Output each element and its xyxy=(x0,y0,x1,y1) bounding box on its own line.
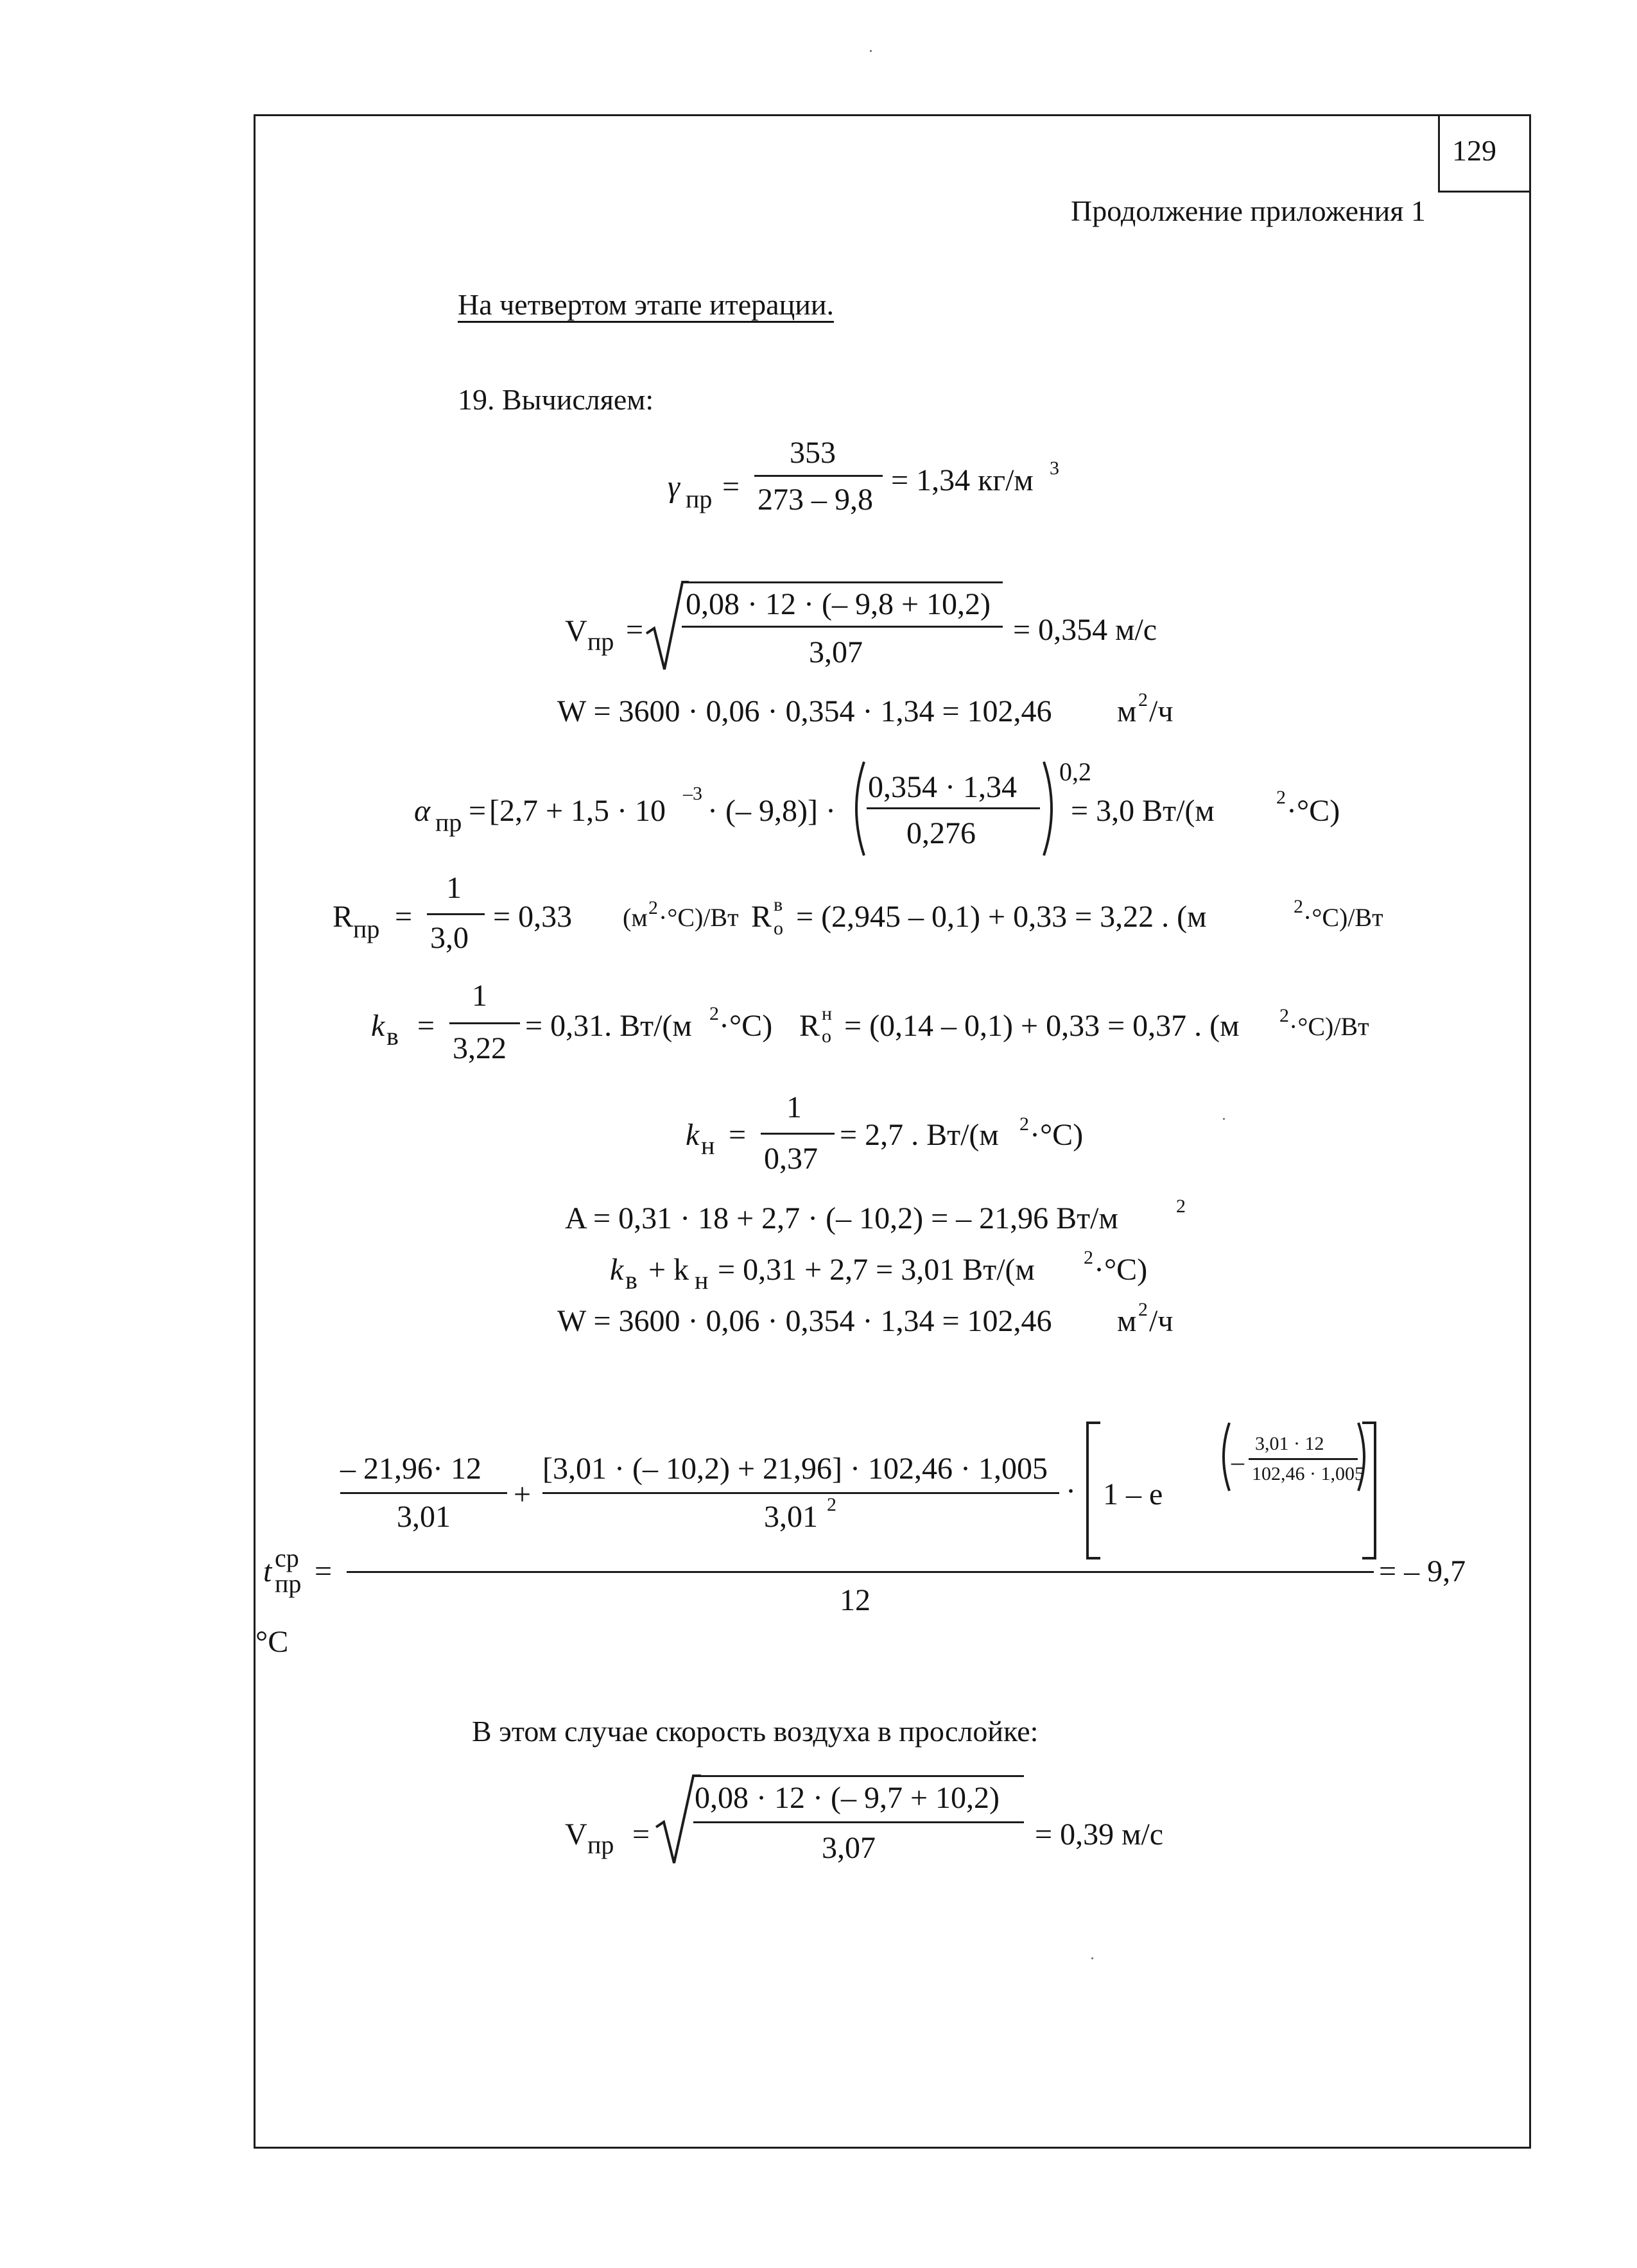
left-paren xyxy=(847,760,867,857)
exponent-fraction-bar xyxy=(1249,1458,1358,1460)
fraction-bar xyxy=(754,475,883,477)
right-paren xyxy=(1041,760,1061,857)
main-fraction-bar xyxy=(347,1571,1374,1573)
fraction-bar xyxy=(427,913,485,915)
sqrt-bar xyxy=(682,581,1003,583)
scan-speck xyxy=(870,50,872,52)
conclusion-text: В этом случае скорость воздуха в прослойке: xyxy=(472,1715,1039,1748)
fraction-bar xyxy=(542,1492,1059,1494)
right-bracket xyxy=(1360,1422,1379,1559)
scan-speck xyxy=(1091,1957,1093,1959)
fraction-bar xyxy=(449,1022,520,1024)
left-bracket xyxy=(1085,1422,1104,1559)
continuation-header: Продолжение приложения 1 xyxy=(1071,194,1426,227)
fraction-bar xyxy=(693,1821,1024,1823)
fraction-bar xyxy=(682,626,1003,628)
scan-speck xyxy=(1223,1118,1225,1120)
sqrt-sign xyxy=(645,581,690,677)
fraction-bar xyxy=(340,1492,507,1494)
page-number: 129 xyxy=(1452,134,1496,167)
step-title: 19. Вычисляем: xyxy=(458,383,654,416)
fraction-bar xyxy=(867,807,1040,809)
exponent-left-paren xyxy=(1217,1422,1232,1492)
fraction-bar xyxy=(761,1133,835,1135)
section-title: На четвертом этапе итерации. xyxy=(458,288,834,321)
sqrt-bar xyxy=(693,1775,1024,1777)
